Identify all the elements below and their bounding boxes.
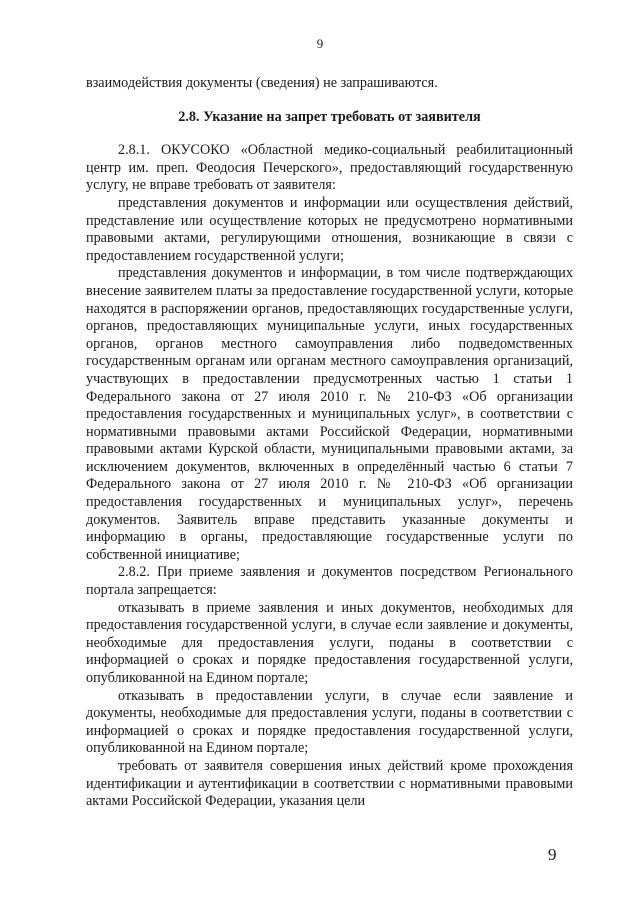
paragraph-item-2: представления документов и информации, в том числе подтверждающих внесение заявителем платы за предоставление государственной услуги, которые находятся в распоряжении органов, предоставляющих государственные услуги, органов, предоставляющих муниципальные услуги, иных государственных органов, органов местного самоуправления либо подведомственных государственным органам или органам местного самоуправления организаций, участвующих в предоставлении предусмотренных частью 1 статьи 1 Федерального закона от 27 июля 2010 г. № 210-ФЗ «Об организации предоставления государственных и муниципальных услуг», в соответствии с нормативными правовыми актами Российской Федерации, нормативными правовыми актами Курской области, муниципальными правовыми актами, за исключением документов, включенных в определённый частью 6 статьи 7 Федерального закона от 27 июля 2010 г. № 210-ФЗ «Об организации предоставления государственных и муниципальных услуг», перечень документов. Заявитель вправе представить указанные документы и информацию в органы, предоставляющие государственные услуги по собственной инициативе; bbox=[86, 265, 573, 563]
document-body bbox=[86, 75, 573, 811]
paragraph-item-4: отказывать в предоставлении услуги, в случае если заявление и документы, необходимые для предоставления услуги, поданы в соответствии с информацией о сроках и порядке предоставления государственной услуги, опубликованной на Едином портале; bbox=[86, 687, 573, 757]
section-title: 2.8. Указание на запрет требовать от заявителя bbox=[178, 108, 481, 125]
page-number-bottom: 9 bbox=[548, 845, 557, 864]
paragraph-2-8-2: 2.8.2. При приеме заявления и документов посредством Регионального портала запрещается: bbox=[86, 564, 573, 599]
lead-line: взаимодействия документы (сведения) не запрашиваются. bbox=[86, 75, 438, 91]
page-number-top: 9 bbox=[316, 36, 324, 51]
paragraph-item-3: отказывать в приеме заявления и иных документов, необходимых для предоставления государственной услуги, в случае если заявление и документы, необходимые для предоставления услуги, поданы в соответствии с информацией о сроках и порядке предоставления государственной услуги, опубликованной на Едином портале; bbox=[86, 599, 573, 686]
paragraph-item-5: требовать от заявителя совершения иных действий кроме прохождения идентификации и аутентификации в соответствии с нормативными правовыми актами Российской Федерации, указания цели bbox=[86, 757, 573, 810]
paragraph-item-1: представления документов и информации или осуществления действий, представление или осуществление которых не предусмотрено нормативными правовыми актами, регулирующими отношения, возникающие в связи с предоставлением государственной услуги; bbox=[86, 194, 573, 264]
paragraph-2-8-1: 2.8.1. ОКУСОКО «Областной медико-социальный реабилитационный центр им. преп. Феодосия Печерского», предоставляющий государственную услугу, не вправе требовать от заявителя: bbox=[86, 142, 573, 194]
